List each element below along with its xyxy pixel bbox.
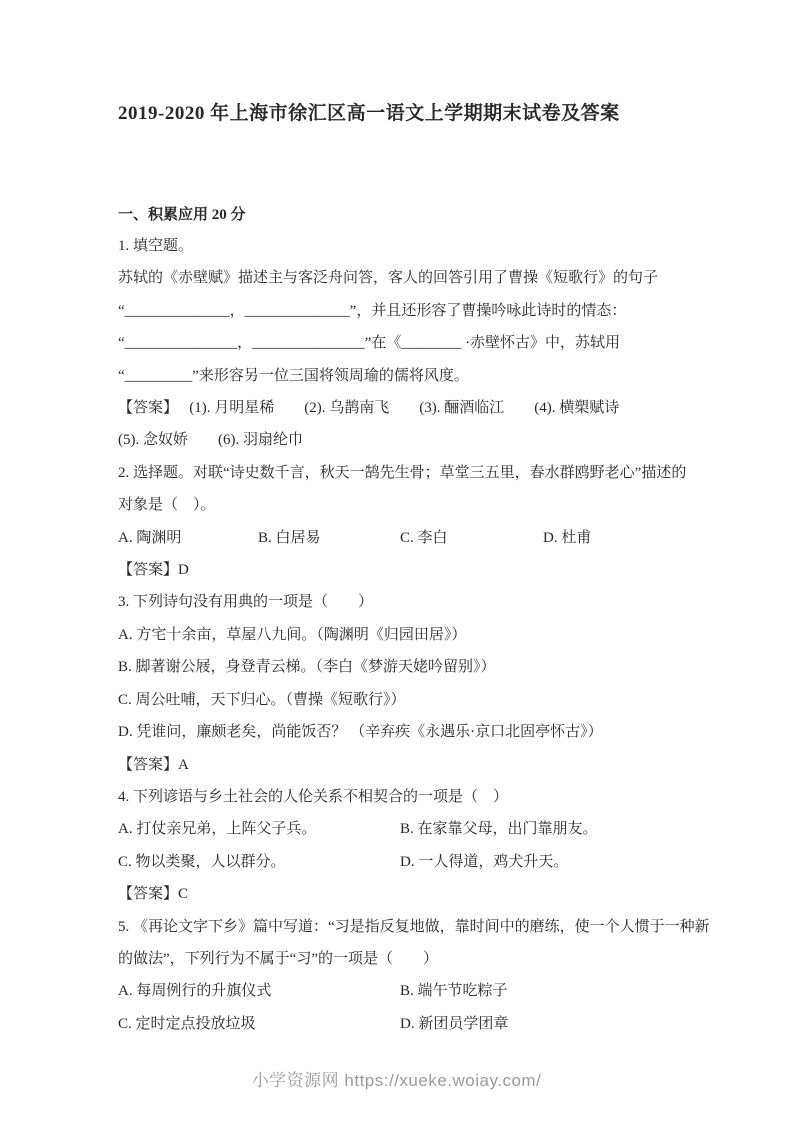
q3-option-b: B. 脚著谢公屐，身登青云梯。（李白《梦游天姥吟留别》） — [118, 659, 496, 676]
q5-option-d: D. 新团员学团章 — [400, 1015, 509, 1032]
document-title: 2019-2020 年上海市徐汇区高一语文上学期期末试卷及答案 — [118, 103, 620, 124]
q1-fill-blank-line-3: “_________”来形容另一位三国将领周瑜的儒将风度。 — [118, 367, 469, 384]
q1-fill-blank-line-2: “_______________，_______________”在《________ ·赤壁怀古》中，苏轼用 — [118, 335, 621, 352]
q4-stem: 4. 下列谚语与乡土社会的人伦关系不相契合的一项是（ ） — [118, 788, 509, 805]
q5-stem-line-2: 的做法”，下列行为不属于“习”的一项是（ ） — [118, 950, 438, 967]
q2-option-b: B. 白居易 — [258, 529, 321, 546]
q5-stem-line-1: 5. 《再论文字下乡》篇中写道：“习是指反复地做，靠时间中的磨练，使一个人惯于一种新 — [118, 918, 710, 935]
q5-option-c: C. 定时定点投放垃圾 — [118, 1015, 256, 1032]
q1-label: 1. 填空题。 — [118, 238, 194, 254]
q2-stem-line-1: 2. 选择题。对联“诗史数千言，秋天一鹄先生骨；草堂三五里，春水群鸥野老心”描述的 — [118, 464, 687, 481]
q3-option-d: D. 凭谁问，廉颇老矣，尚能饭否？ （辛弃疾《永遇乐·京口北固亭怀古》） — [118, 724, 603, 741]
q4-answer: 【答案】C — [118, 886, 189, 903]
q5-option-b: B. 端午节吃粽子 — [400, 983, 508, 1000]
q1-answer-line-2: (5). 念奴娇 (6). 羽扇纶巾 — [118, 432, 303, 449]
q2-option-c: C. 李白 — [400, 529, 448, 546]
q5-options-row-2 — [118, 1008, 676, 1040]
section-heading: 一、积累应用 20 分 — [118, 207, 246, 223]
footer-watermark-text: 小学资源网 https://xueke.woiay.com/ — [251, 1071, 542, 1090]
q2-options-row — [118, 522, 676, 554]
q4-option-d: D. 一人得道，鸡犬升天。 — [400, 853, 569, 870]
q5-options-row-1 — [118, 975, 676, 1007]
q2-answer: 【答案】D — [118, 562, 189, 579]
q1-answer-line-1: 【答案】 (1). 月明星稀 (2). 乌鹊南飞 (3). 酾酒临江 (4). 横槊赋诗 — [118, 400, 620, 417]
q2-option-d: D. 杜甫 — [543, 529, 592, 546]
q3-stem: 3. 下列诗句没有用典的一项是（ ） — [118, 594, 374, 611]
q3-option-c: C. 周公吐哺，天下归心。（曹操《短歌行》） — [118, 691, 406, 708]
document-body — [118, 230, 710, 1040]
q4-option-b: B. 在家靠父母，出门靠朋友。 — [400, 821, 598, 838]
q2-option-a: A. 陶渊明 — [118, 529, 182, 546]
q4-options-row-2 — [118, 846, 676, 878]
q3-answer: 【答案】A — [118, 756, 189, 773]
q1-fill-blank-line-1: “______________，______________”，并且还形容了曹操吟咏此诗时的情态： — [118, 302, 627, 319]
q4-option-a: A. 打仗亲兄弟，上阵父子兵。 — [118, 821, 317, 838]
q1-intro: 苏轼的《赤壁赋》描述主与客泛舟问答，客人的回答引用了曹操《短歌行》的句子 — [118, 270, 659, 287]
q2-stem-line-2: 对象是（ ）。 — [118, 497, 216, 514]
document-content — [118, 0, 710, 1040]
q3-option-a: A. 方宅十余亩，草屋八九间。（陶渊明《归园田居》） — [118, 626, 467, 643]
q4-options-row-1 — [118, 813, 676, 845]
page-footer — [0, 1066, 793, 1091]
q5-option-a: A. 每周例行的升旗仪式 — [118, 983, 272, 1000]
q4-option-c: C. 物以类聚，人以群分。 — [118, 853, 286, 870]
